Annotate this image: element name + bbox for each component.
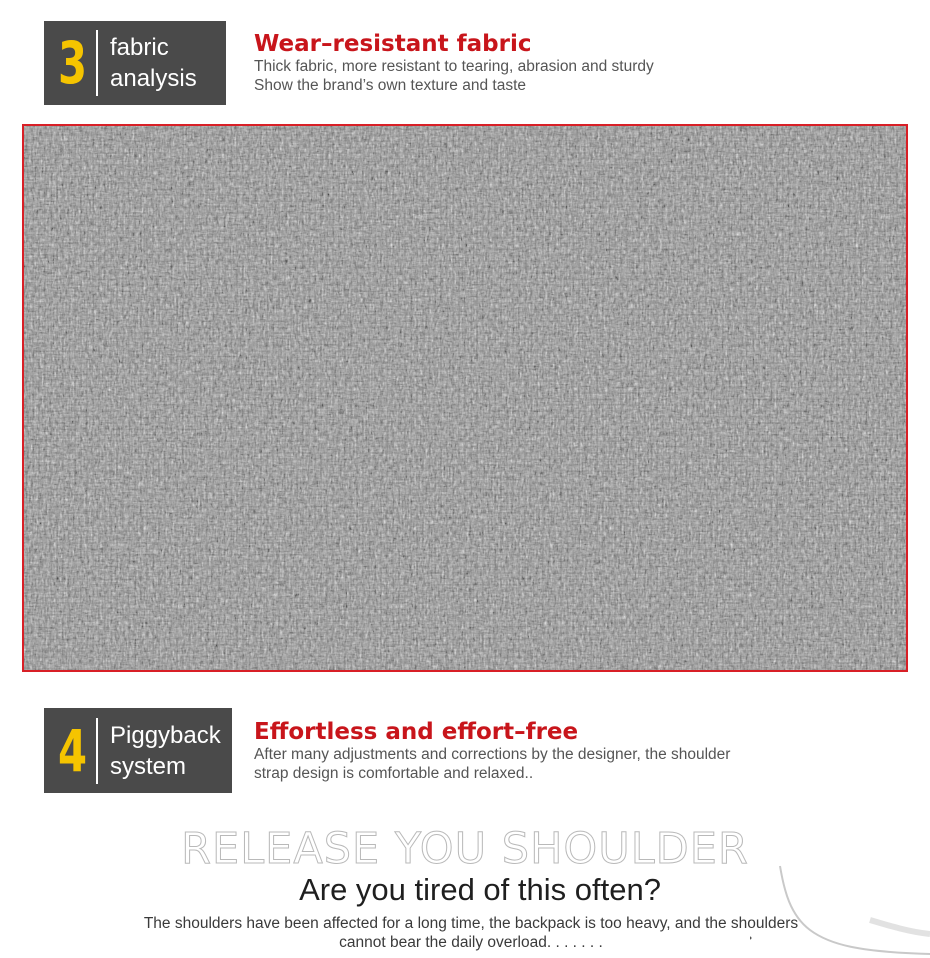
fabric-texture-graphic: [24, 126, 906, 670]
section-4-heading: [254, 719, 730, 783]
section-3-badge: [44, 21, 226, 105]
section-4-title: Effortless and effort–free: [254, 719, 579, 745]
section-4-badge: [44, 708, 232, 793]
section-4-label: [110, 720, 221, 782]
section-3-heading: [254, 31, 654, 95]
shoulder-paragraph-line2: cannot bear the daily overload. . . . . . .: [339, 934, 603, 951]
badge-divider: [96, 718, 98, 784]
strap-decoration-graphic: [750, 860, 930, 958]
section-3-title: Wear–resistant fabric: [254, 31, 532, 57]
section-3-number: 3: [58, 29, 88, 97]
section-3-desc-line1: Thick fabric, more resistant to tearing, abrasion and sturdy: [254, 58, 654, 75]
section-3-label-line1: fabric: [110, 34, 169, 61]
fabric-texture-image: [22, 124, 908, 672]
section-4-label-line1: Piggyback: [110, 721, 221, 749]
section-4-desc-line2: strap design is comfortable and relaxed..: [254, 765, 534, 782]
badge-divider: [96, 30, 98, 96]
section-3-label: [110, 32, 197, 94]
section-4-number: 4: [58, 716, 88, 785]
section-4-desc-line1: After many adjustments and corrections by the designer, the shoulder: [254, 746, 731, 763]
shoulder-paragraph-line1: The shoulders have been affected for a long time, the backpack is too heavy, and the shoulders: [143, 915, 799, 932]
section-3-desc-line2: Show the brand’s own texture and taste: [254, 77, 526, 94]
release-shoulder-headline: RELEASE YOU SHOULDER: [181, 824, 749, 874]
tired-question: Are you tired of this often?: [299, 872, 661, 907]
section-4-label-line2: system: [110, 752, 187, 780]
section-3-label-line2: analysis: [110, 65, 197, 92]
